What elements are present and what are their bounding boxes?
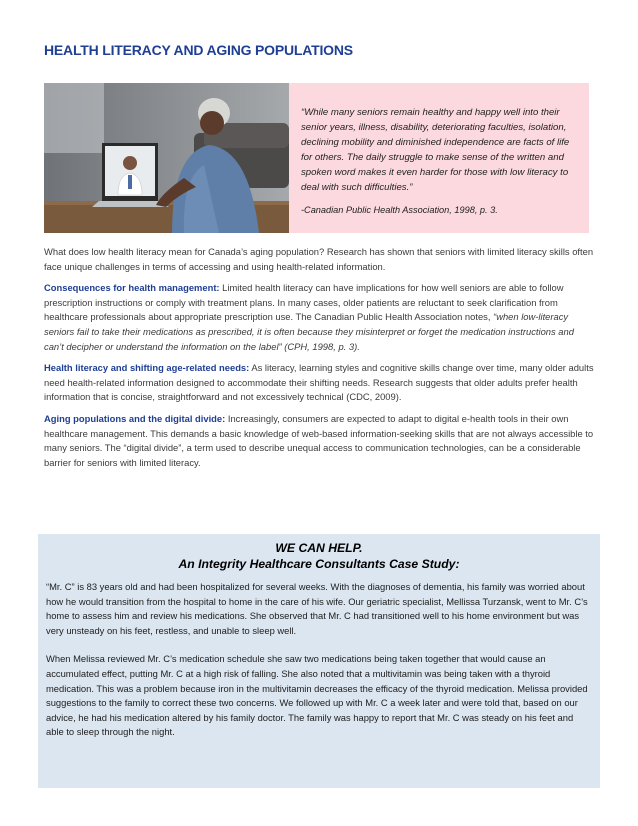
consequences-lead: Consequences for health management: [44, 282, 220, 294]
case-study-subheading: An Integrity Healthcare Consultants Case Study: [178, 557, 460, 571]
consequences-text: Limited health literacy can have implications for how well seniors are able to follow prescription instructions or comply with treatment plans. In many cases, older patients are reluctant to seek clarification from healthcare professionals about appropriate prescription use. The Canadian Public Health Association notes, [44, 282, 564, 323]
intro-paragraph: What does low health literacy mean for Canada’s aging population? Research has shown that seniors with limited literacy skills often face unique challenges in terms of accessing and using health-related information. [44, 246, 594, 272]
photo-illustration [44, 83, 289, 233]
case-study-paragraph-2: When Melissa reviewed Mr. C’s medication schedule she saw two medications being taken together that would cause an accumulated effect, putting Mr. C at a high risk of falling. She also noted that a multivitamin was being taken with a thyroid medication. This was a problem because iron in the multivitamin decreases the efficacy of the thyroid medication. Melissa provided suggestions to the family to correct these two concerns. We followed up with Mr. C a week later and were told that, based on our advice, he had his medication altered by his family doctor. The family was happy to report that Mr. C was steady on his feet and able to sleep through the night. [46, 653, 588, 738]
pull-quote-box [289, 83, 589, 233]
photo-senior-video-call [44, 83, 289, 233]
article-body [44, 245, 596, 477]
digital-divide-text: Increasingly, consumers are expected to adapt to digital e-health tools in their own healthcare management. This demands a basic knowledge of web-based information-seeking skills that are not always accessible to many seniors. The “digital divide”, a term used to describe unequal access to communication technologies, can be a considerable barrier for seniors with limited literacy. [44, 412, 594, 468]
shifting-needs-lead: Health literacy and shifting age-related needs: [44, 362, 250, 374]
page-title: HEALTH LITERACY AND AGING POPULATIONS [44, 42, 353, 58]
digital-divide-paragraph [44, 412, 596, 470]
pull-quote-citation: -Canadian Public Health Association, 1998, p. 3. [301, 205, 498, 215]
consequences-paragraph [44, 281, 596, 354]
pull-quote-text: “While many seniors remain healthy and happy well into their senior years, illness, disability, deteriorating faculties, isolation, declining mobility and diminished independence are facts of life for others. The daily struggle to make sense of the written and spoken word makes it even harder for those with low literacy to deal with such difficulties.” [301, 107, 570, 193]
consequences-quote: “when low-literacy seniors fail to take their medications as prescribed, it is often because they misinterpret or forget the medication instructions and can’t decipher or understand the information on the label” (CPH, 1998, p. 3). [44, 311, 574, 352]
digital-divide-lead: Aging populations and the digital divide: [44, 412, 226, 424]
shifting-needs-paragraph [44, 361, 596, 405]
case-study-paragraph-1: “Mr. C” is 83 years old and had been hospitalized for several weeks. With the diagnoses of dementia, his family was worried about how he would transition from the hospital to home in the care of his wife. Our geriatric specialist, Mellissa Turzansk, went to Mr. C’s home to assess him and review his medications. She observed that Mr. C had transitioned well to his home environment but was very unsteady on his feet, restless, and unable to sleep well. [46, 581, 588, 636]
case-study-heading: WE CAN HELP. [275, 541, 363, 555]
case-study-box [38, 534, 600, 788]
shifting-needs-text: As literacy, learning styles and cognitive skills change over time, many older adults need health-related information designed to accommodate their shifting needs. Research suggests that older adults prefer health information that is concise, straightforward and not excessively technical (CDC, 2009). [44, 362, 594, 403]
